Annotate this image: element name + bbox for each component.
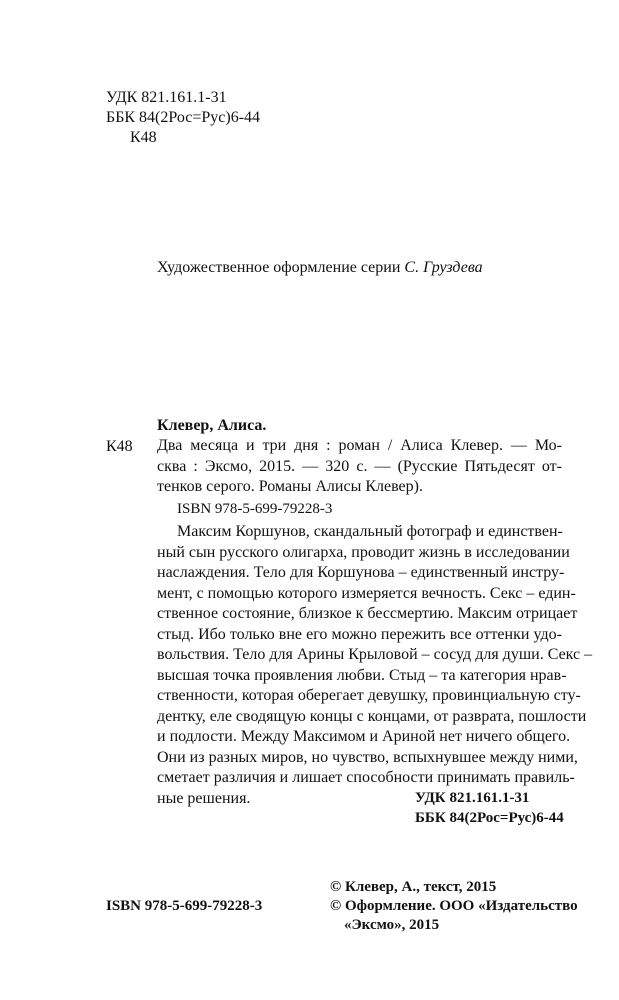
catalog-title-line: тенков серого. Романы Алисы Клевер).	[157, 478, 423, 495]
classification-udk: УДК 821.161.1-31	[415, 790, 530, 806]
catalog-title-block	[157, 436, 562, 498]
annotation-line: вольствия. Тело для Арины Крыловой – сосуд для души. Секс –	[157, 646, 593, 663]
annotation-line: мент, с помощью которого измеряется вечность. Секс – един-	[157, 584, 576, 602]
header-udk: УДК 821.161.1-31	[106, 89, 227, 106]
copyright-design: © Оформление. ООО «Издательство	[330, 898, 578, 914]
catalog-title-line: Два месяца и три дня : роман / Алиса Клевер. — Мо-	[157, 437, 562, 454]
annotation-line: стыд. Ибо только вне его можно пережить все оттенки удо-	[157, 625, 562, 643]
copyright-publisher: «Эксмо», 2015	[344, 917, 440, 933]
header-bbk: ББК 84(2Рос=Рус)6-44	[106, 109, 261, 126]
annotation-line: Максим Коршунов, скандальный фотограф и единствен-	[177, 523, 563, 540]
annotation-line: ственности, которая оберегает девушку, провинциальную сту-	[157, 687, 581, 704]
annotation-line: высшая точка проявления любви. Стыд – та категория нрав-	[157, 666, 567, 684]
catalog-isbn: ISBN 978-5-699-79228-3	[177, 501, 333, 517]
footer-isbn: ISBN 978-5-699-79228-3	[106, 898, 263, 914]
annotation-line: дентку, еле сводящую концы с концами, от разврата, пошлости	[157, 707, 587, 725]
annotation-line: ственное состояние, близкое к бессмертию. Максим отрицает	[157, 605, 578, 622]
annotation-line: Они из разных миров, но чувство, вспыхнувшее между ними,	[157, 748, 578, 766]
header-code: К48	[130, 129, 157, 146]
annotation-line: наслаждения. Тело для Коршунова – единственный инстру-	[157, 564, 565, 581]
catalog-author: Клевер, Алиса.	[157, 417, 267, 434]
annotation-line: сметает различия и лишает способности принимать правиль-	[157, 769, 575, 786]
design-credit-artist: С. Груздева	[404, 259, 483, 276]
design-credit	[157, 258, 483, 278]
annotation-line: ные решения.	[157, 789, 251, 807]
copyright-text: © Клевер, А., текст, 2015	[330, 879, 497, 895]
annotation-paragraph	[157, 522, 593, 809]
annotation-line: ный сын русского олигарха, проводит жизнь в исследовании	[157, 543, 570, 561]
design-credit-text: Художественное оформление серии	[157, 259, 405, 276]
annotation-line: и подлости. Между Максимом и Ариной нет ничего общего.	[157, 728, 571, 745]
catalog-code: К48	[106, 438, 133, 455]
classification-bbk: ББК 84(2Рос=Рус)6-44	[415, 810, 564, 826]
catalog-title-line: сква : Эксмо, 2015. — 320 с. — (Русские Пятьдесят от-	[157, 457, 562, 475]
